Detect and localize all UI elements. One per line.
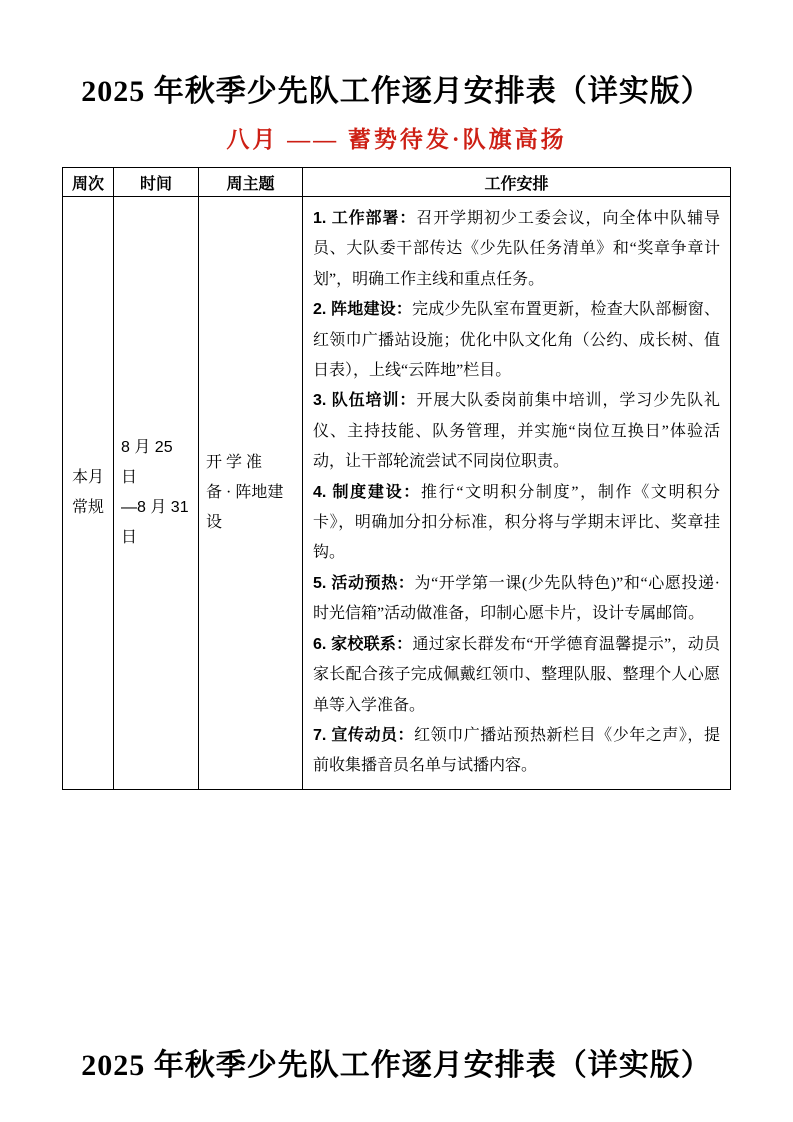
work-item-heading: 7. 宣传动员： [313,726,415,744]
next-page-title: 2025 年秋季少先队工作逐月安排表（详实版） [81,1048,712,1082]
header-time: 时间 [114,168,199,197]
work-item [313,204,720,295]
time-cell [114,197,199,790]
work-item-heading: 1. 工作部署： [313,210,417,227]
work-item [313,386,720,477]
work-item-body: 开展大队委岗前集中培训，学习少先队礼仪、主持技能、队务管理，并实施“岗位互换日”体验活动，让干部轮流尝试不同岗位职责。 [313,392,720,471]
table-row [63,197,731,790]
work-item [313,569,720,630]
work-item-body: 完成少先队室布置更新，检查大队部橱窗、红领巾广播站设施；优化中队文化角（公约、成长树、值日表），上线“云阵地”栏目。 [313,301,720,380]
work-item-body: 推行“文明积分制度”，制作《文明积分卡》，明确加分扣分标准，积分将与学期末评比、奖章挂钩。 [313,483,720,562]
month-subtitle: 八月 —— 蓄势待发·队旗高扬 [226,127,567,152]
work-item-heading: 3. 队伍培训： [313,392,417,410]
work-item [313,295,720,386]
work-item [313,721,720,782]
time-line: 日 [121,528,138,546]
time-line: 8 月 25 日 [121,438,173,486]
monthly-schedule-table [62,167,731,790]
theme-cell [199,197,303,790]
header-work: 工作安排 [303,168,731,197]
work-item-body: 红领巾广播站预热新栏目《少年之声》，提前收集播音员名单与试播内容。 [313,726,720,775]
theme-line: 设 [206,513,223,531]
work-item-heading: 4. 制度建设： [313,483,421,501]
work-item-body: 召开学期初少工委会议，向全体中队辅导员、大队委干部传达《少先队任务清单》和“奖章争章计划”，明确工作主线和重点任务。 [313,210,720,288]
week-line: 常规 [71,498,104,516]
work-cell [303,197,731,790]
work-item-heading: 6. 家校联系： [313,635,413,653]
theme-line: 开 学 准 [206,453,263,471]
document-title: 2025 年秋季少先队工作逐月安排表（详实版） [81,75,712,108]
work-item-body: 通过家长群发布“开学德育温馨提示”，动员家长配合孩子完成佩戴红领巾、整理队服、整理个人心愿单等入学准备。 [313,635,720,714]
week-line: 本月 [71,468,104,486]
table-header-row [63,168,731,197]
time-line: —8 月 31 [121,498,189,516]
theme-line: 备 · 阵地建 [206,483,284,501]
work-item-heading: 5. 活动预热： [313,574,415,592]
work-item [313,478,720,569]
week-cell [63,197,114,790]
header-theme: 周主题 [199,168,303,197]
header-week: 周次 [63,168,114,197]
work-item-body: 为“开学第一课(少先队特色)”和“心愿投递·时光信箱”活动做准备，印制心愿卡片，设计专属邮筒。 [313,574,720,623]
work-item [313,630,720,721]
work-item-heading: 2. 阵地建设： [313,301,413,319]
